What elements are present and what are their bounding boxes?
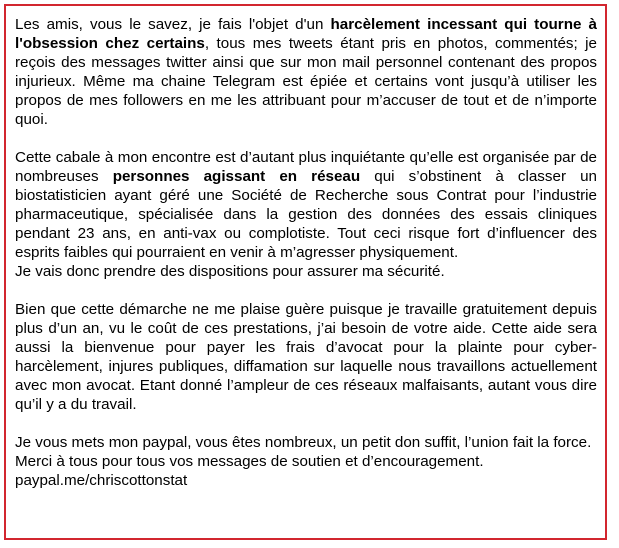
paragraph-2-emphasis: personnes agissant en réseau [112,168,361,185]
paragraph-2-rest: qui s’obstinent à classer un biostatisticien ayant géré une Société de Recherche sous Contrat pour l’industrie pharmaceutique, spécialisée dans la gestion des données des essais cliniques pendant 23 ans, en anti-vax ou complotiste. Tout ceci risque fort d’influencer des esprits faibles qui pourraient en venir à m’agresser physiquement. [15,168,598,261]
paragraph-1-rest: , tous mes tweets étant pris en photos, commentés; je reçois des messages twitter ainsi que sur mon mail personnel contenant des propos injurieux. Même ma chaine Telegram est épiée et certains vont jusqu’à utiliser les propos de mes followers en me les attribuant pour m’accuser de tout et de n’importe quoi. [15,35,597,128]
paragraph-harassment [15,15,597,129]
paragraph-help-request [15,300,597,414]
message-box [4,4,607,540]
paragraph-4-text: Je vous mets mon paypal, vous êtes nombreux, un petit don suffit, l’union fait la force. [15,434,592,451]
paypal-link[interactable]: paypal.me/chriscottonstat [15,472,188,489]
paragraph-4-thanks: Merci à tous pour tous vos messages de soutien et d’encouragement. [15,453,484,470]
paragraph-2-closing: Je vais donc prendre des dispositions pour assurer ma sécurité. [15,263,445,280]
paragraph-2-intro: Cette cabale à mon encontre est d’autant plus inquiétante qu’elle est organisée par de nombreuses [15,149,597,185]
paragraph-1-emphasis: harcèlement incessant qui tourne à l'obsession chez certains [15,16,597,52]
paragraph-network [15,148,597,281]
paragraph-3-text: Bien que cette démarche ne me plaise guère puisque je travaille gratuitement depuis plus d’un an, vu le coût de ces prestations, j’ai besoin de votre aide. Cette aide sera aussi la bienvenue pour payer les frais d’avocat pour la plainte pour cyber-harcèlement, injures publiques, diffamation sur laquelle nous travaillons actuellement avec mon avocat. Etant donné l’ampleur de ces réseaux malfaisants, autant vous dire qu’il y a du travail. [15,301,597,413]
paragraph-1-intro: Les amis, vous le savez, je fais l'objet d'un [15,16,331,33]
paragraph-paypal [15,433,597,490]
